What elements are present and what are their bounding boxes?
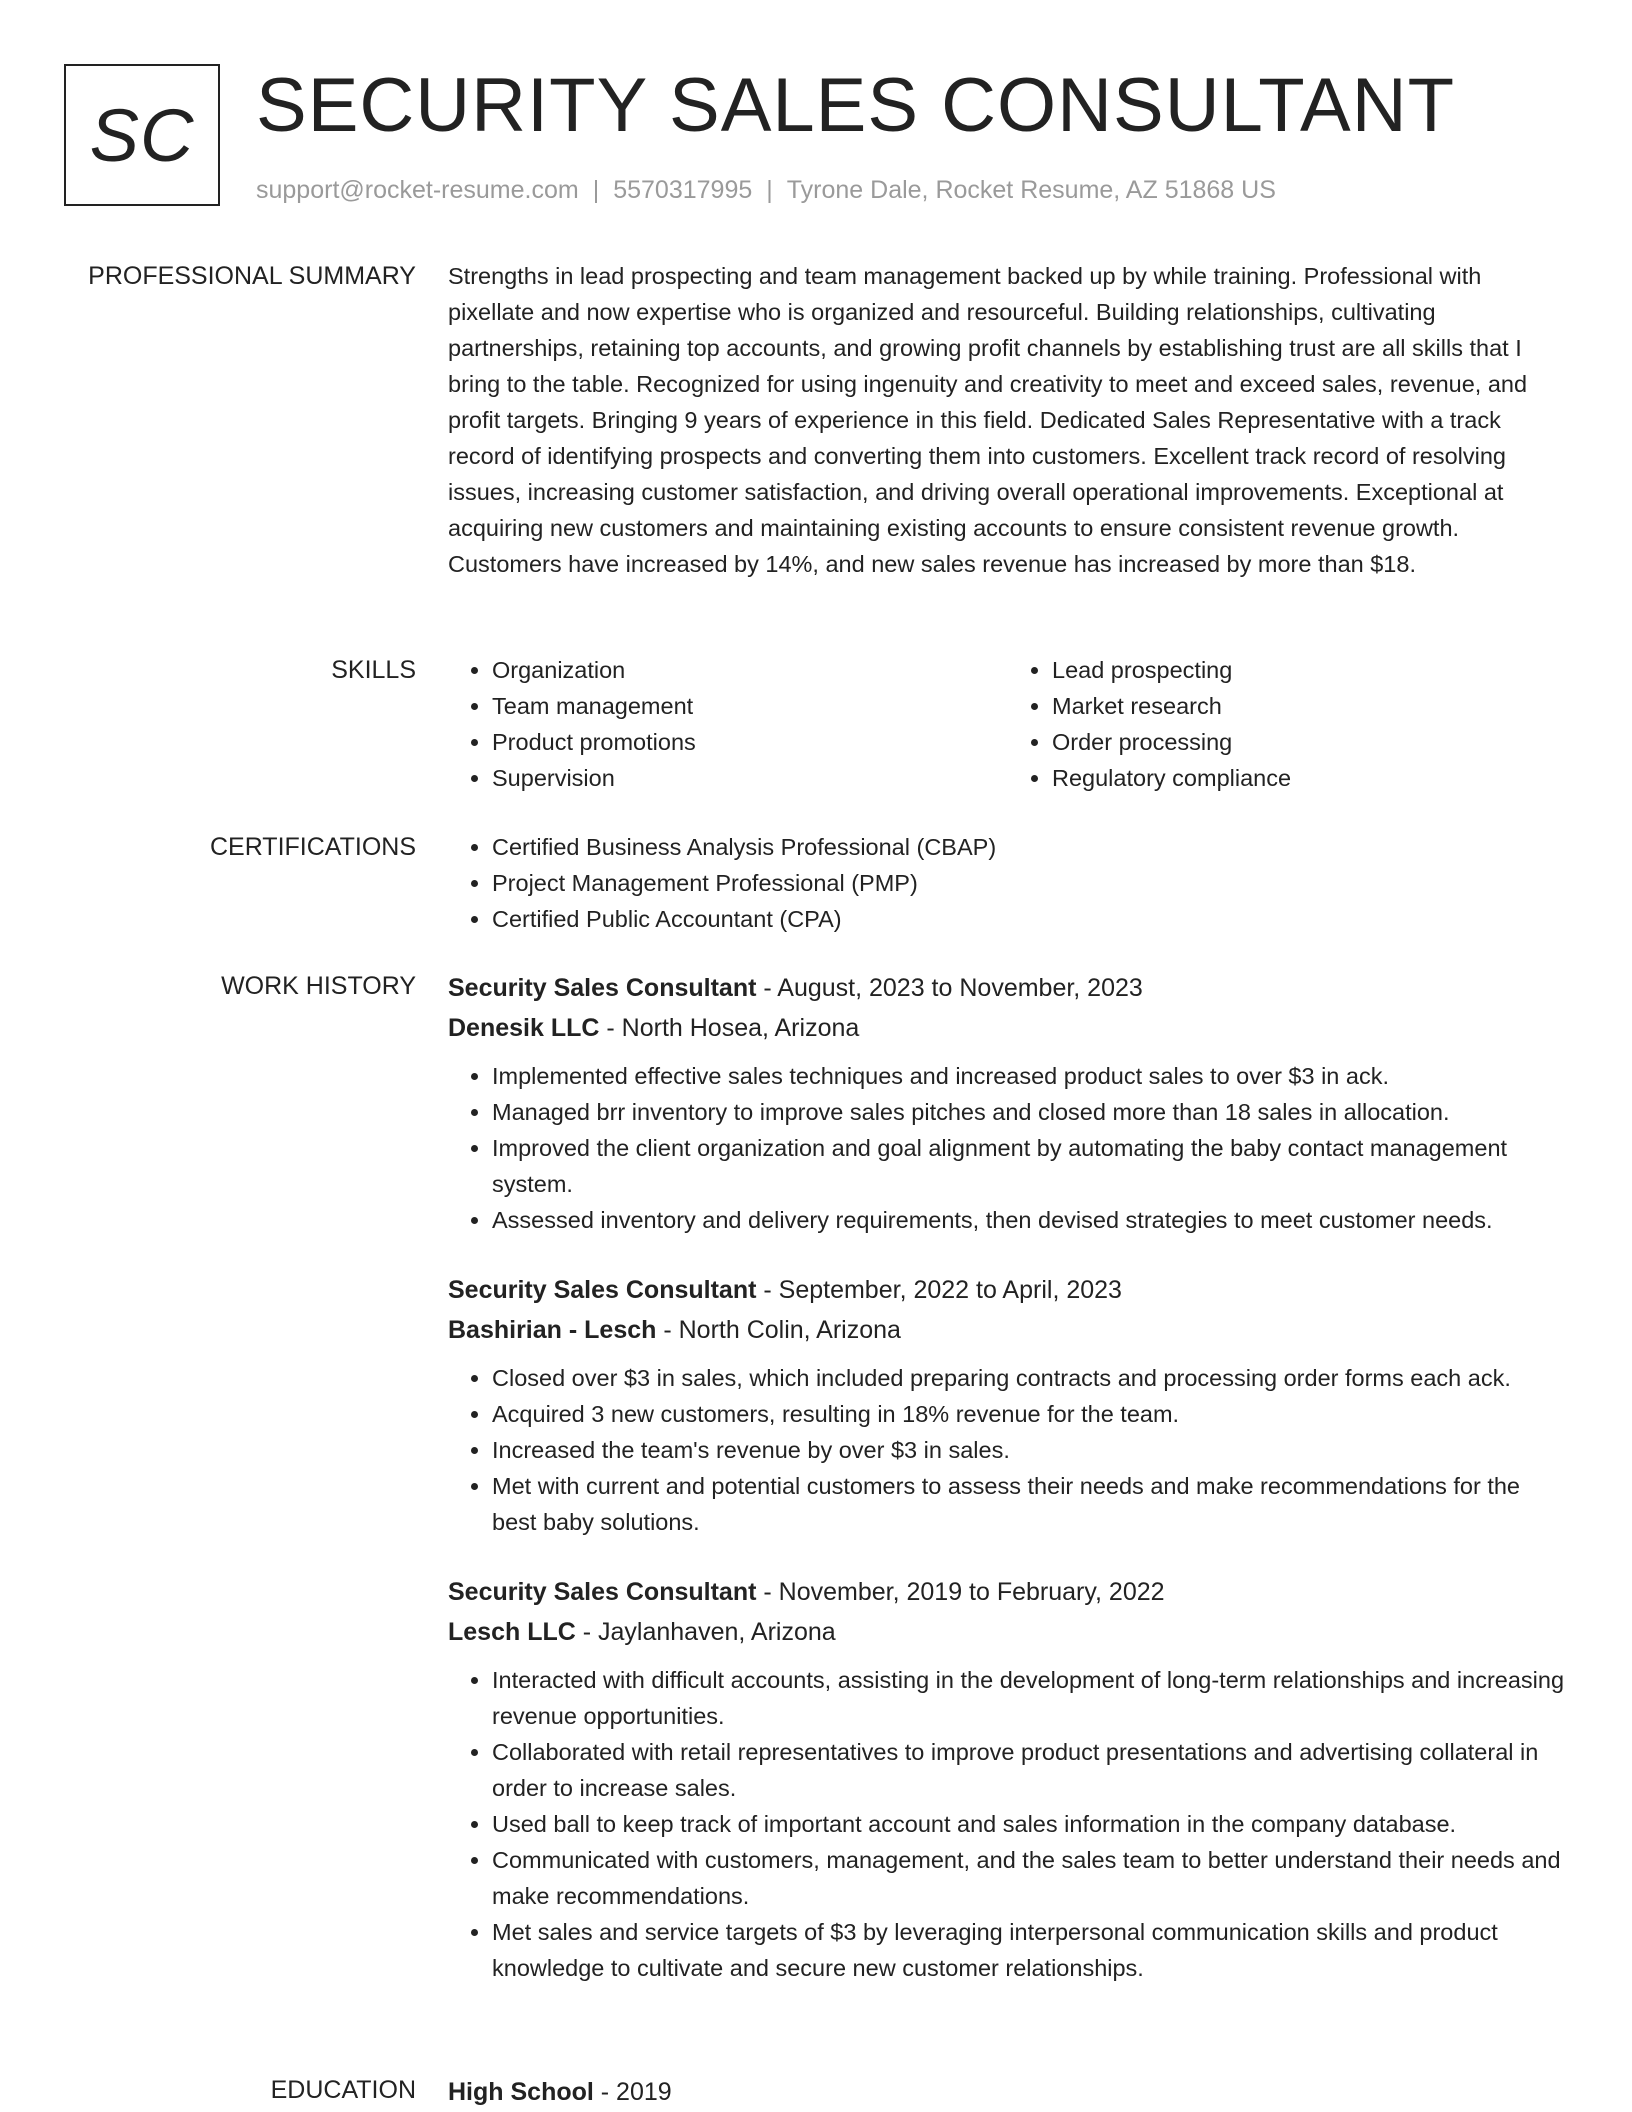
skill-item: • Organization: [492, 652, 1008, 688]
skill-item: • Lead prospecting: [1052, 652, 1568, 688]
job-bullet: • Interacted with difficult accounts, assisting in the development of long-term relationships and increasing revenue opportunities.: [492, 1662, 1568, 1734]
job-bullet: • Assessed inventory and delivery requirements, then devised strategies to meet customer needs.: [492, 1202, 1568, 1238]
job-bullet: • Increased the team's revenue by over $3 in sales.: [492, 1432, 1568, 1468]
job-bullet: • Communicated with customers, management, and the sales team to better understand their needs and make recommendations.: [492, 1842, 1568, 1914]
resume-header: [64, 64, 1584, 214]
skill-item: • Order processing: [1052, 724, 1568, 760]
contact-email[interactable]: support@rocket-resume.com: [256, 176, 579, 204]
contact-separator: |: [592, 176, 600, 204]
certification-item: • Certified Public Accountant (CPA): [492, 901, 1568, 937]
job-company: Bashirian - Lesch: [448, 1316, 657, 1344]
job-title-line: [448, 968, 1568, 1008]
contact-address: Tyrone Dale, Rocket Resume, AZ 51868 US: [786, 176, 1276, 204]
job-company-line: [448, 1310, 1568, 1350]
certification-item: • Certified Business Analysis Professional (CBAP): [492, 829, 1568, 865]
section-label: CERTIFICATIONS: [209, 833, 416, 861]
skill-item: • Supervision: [492, 760, 1008, 796]
job-bullets: [448, 1360, 1568, 1540]
job-bullet: • Closed over $3 in sales, which included preparing contracts and processing order forms each ack.: [492, 1360, 1568, 1396]
job-bullet: • Used ball to keep track of important account and sales information in the company database.: [492, 1806, 1568, 1842]
certification-item: • Project Management Professional (PMP): [492, 865, 1568, 901]
job-title-line: [448, 1270, 1568, 1310]
skill-item: • Market research: [1052, 688, 1568, 724]
job-bullet: • Met sales and service targets of $3 by leveraging interpersonal communication skills and product knowledge to cultivate and secure new customer relationships.: [492, 1914, 1568, 1986]
education-line: [448, 2072, 1568, 2112]
job-bullets: [448, 1058, 1568, 1238]
job-title: Security Sales Consultant: [448, 1276, 757, 1304]
contact-phone[interactable]: 5570317995: [613, 176, 753, 204]
section-label: SKILLS: [331, 656, 416, 684]
job-company-line: [448, 1008, 1568, 1048]
job-entry: [448, 1270, 1568, 1540]
job-bullet: • Met with current and potential customers to assess their needs and make recommendations for the best baby solutions.: [492, 1468, 1568, 1540]
section-label: PROFESSIONAL SUMMARY: [88, 262, 416, 290]
certifications-list: [448, 829, 1568, 937]
job-entry: [448, 1572, 1568, 1986]
section-label: EDUCATION: [270, 2076, 416, 2104]
job-dates: - August, 2023 to November, 2023: [756, 974, 1143, 1002]
job-location: - Jaylanhaven, Arizona: [575, 1618, 836, 1646]
job-title-line: [448, 1572, 1568, 1612]
job-entry: [448, 968, 1568, 1238]
job-title: Security Sales Consultant: [448, 1578, 757, 1606]
job-dates: - November, 2019 to February, 2022: [756, 1578, 1165, 1606]
job-bullet: • Implemented effective sales techniques and increased product sales to over $3 in ack.: [492, 1058, 1568, 1094]
job-bullet: • Improved the client organization and goal alignment by automating the baby contact management system.: [492, 1130, 1568, 1202]
job-location: - North Hosea, Arizona: [599, 1014, 860, 1042]
job-location: - North Colin, Arizona: [656, 1316, 901, 1344]
skills-list-left: [448, 652, 1008, 796]
job-bullet: • Collaborated with retail representatives to improve product presentations and advertising collateral in order to increase sales.: [492, 1734, 1568, 1806]
skill-item: • Regulatory compliance: [1052, 760, 1568, 796]
job-company: Lesch LLC: [448, 1618, 576, 1646]
summary-text: Strengths in lead prospecting and team management backed up by while training. Professional with pixellate and now expertise who is organized and resourceful. Building relationships, cultivating partnerships, retaining top accounts, and growing profit channels by establishing trust are all skills that I bring to the table. Recognized for using ingenuity and creativity to meet and exceed sales, revenue, and profit targets. Bringing 9 years of experience in this field. Dedicated Sales Representative with a track record of identifying prospects and converting them into customers. Excellent track record of resolving issues, increasing customer satisfaction, and driving overall operational improvements. Exceptional at acquiring new customers and maintaining existing accounts to ensure consistent revenue growth. Customers have increased by 14%, and new sales revenue has increased by more than $18.: [448, 263, 1528, 577]
education-year: - 2019: [593, 2078, 672, 2106]
job-company-line: [448, 1612, 1568, 1652]
education-degree: High School: [448, 2078, 594, 2106]
candidate-name: SECURITY SALES CONSULTANT: [256, 63, 1456, 148]
contact-line: [256, 172, 1276, 208]
skill-item: • Product promotions: [492, 724, 1008, 760]
job-title: Security Sales Consultant: [448, 974, 757, 1002]
job-company: Denesik LLC: [448, 1014, 600, 1042]
job-dates: - September, 2022 to April, 2023: [756, 1276, 1122, 1304]
job-bullet: • Acquired 3 new customers, resulting in 18% revenue for the team.: [492, 1396, 1568, 1432]
contact-separator: |: [766, 176, 773, 204]
job-bullets: [448, 1662, 1568, 1986]
skills-list-right: [1008, 652, 1568, 796]
monogram-badge: SC: [64, 64, 220, 206]
job-bullet: • Managed brr inventory to improve sales pitches and closed more than 18 sales in allocation.: [492, 1094, 1568, 1130]
section-label: WORK HISTORY: [221, 972, 416, 1000]
skill-item: • Team management: [492, 688, 1008, 724]
